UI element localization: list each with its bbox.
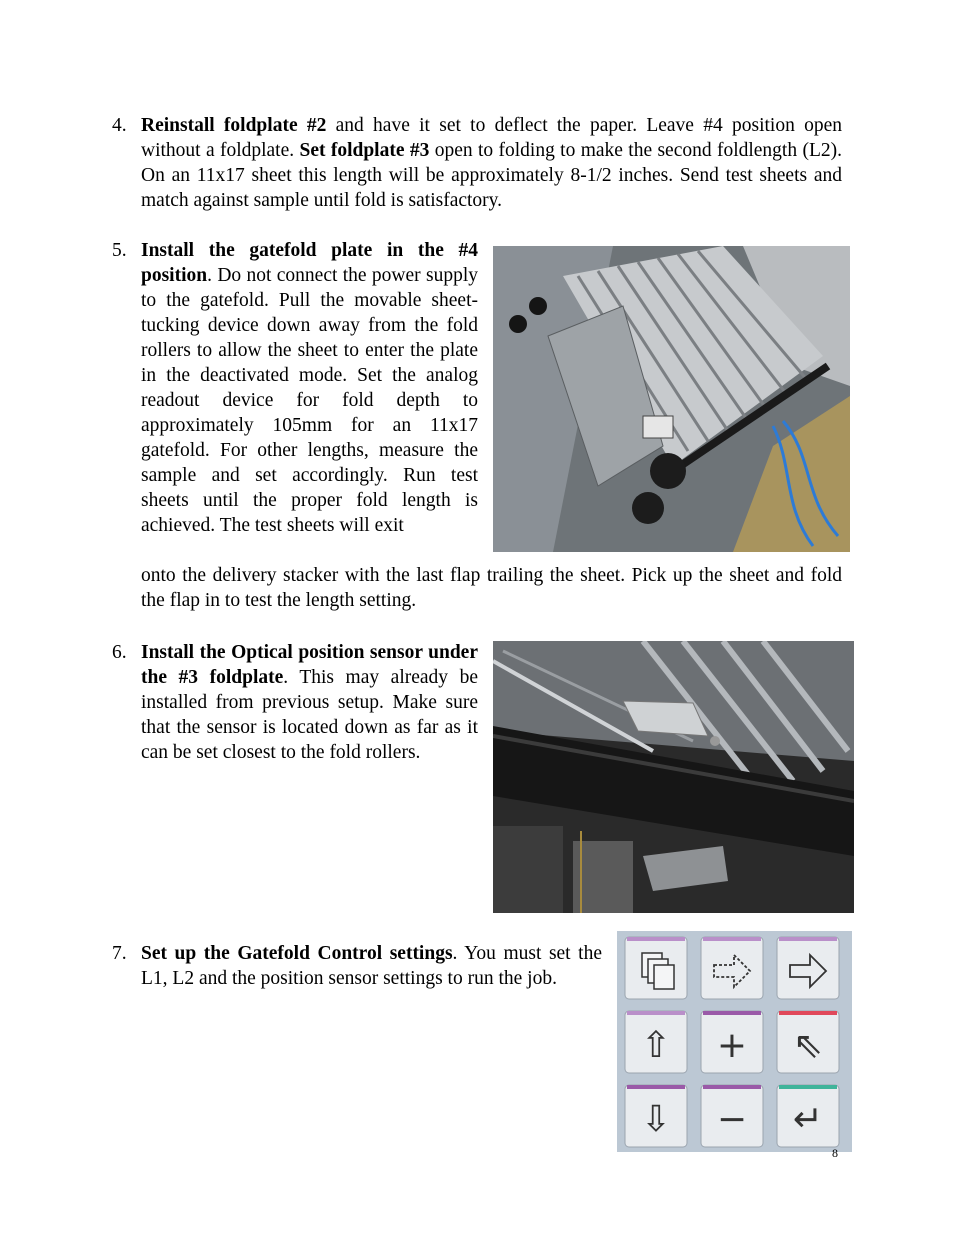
forward-arrow-icon [777,937,839,999]
step-text-part: open to folding to make the second foldlength (L2). On an 11x17 sheet this length will be approximately 8-1/2 inches. Send test sheets and match against sample until fold is satisfactory. [141,140,842,211]
down-arrow-icon [625,1085,687,1147]
step-text [141,238,478,563]
step-7 [112,941,602,1021]
step-heading: Set up the Gatefold Control settings [141,943,453,964]
step-number: 4. [112,115,127,136]
step-heading: Install the Optical position sensor under the #3 foldplate [141,642,478,688]
move-icon [701,937,763,999]
step-heading: Reinstall foldplate #2 [141,115,327,136]
step-text [141,941,602,991]
gatefold-plate-photo [493,246,850,552]
plus-icon [701,1011,763,1073]
step-text-continued: onto the delivery stacker with the last flap trailing the sheet. Pick up the sheet and fold the flap in to test the length setting. [141,565,842,611]
step-text-part: and have it set to deflect the paper. Leave #4 position open without a foldplate. [141,115,842,161]
step-number: 6. [112,642,127,663]
step-number: 5. [112,240,127,261]
copy-icon [625,937,687,999]
step-4 [112,113,842,215]
step-text-part: . This may already be installed from previous setup. Make sure that the sensor is located down as far as it can be set closest to the fold rollers. [141,667,478,763]
svg-text:↵: ↵ [792,1099,824,1140]
enter-icon [777,1085,839,1147]
svg-text:−: − [716,1099,748,1140]
minus-icon [701,1085,763,1147]
svg-text:⇩: ⇩ [640,1099,672,1140]
svg-text:⇧: ⇧ [640,1025,672,1066]
up-arrow-icon [625,1011,687,1073]
step-text [141,113,842,213]
step-text [141,640,478,765]
step-text-part: . You must set the L1, L2 and the position sensor settings to run the job. [141,943,602,989]
step-heading: Install the gatefold plate in the #4 position [141,240,478,286]
cursor-arrow-icon [777,1011,839,1073]
optical-sensor-photo [493,641,854,913]
page-number: 8 [832,1146,838,1160]
step-text-part: . Do not connect the power supply to the gatefold. Pull the movable sheet-tucking device down away from the fold rollers to allow the sheet to enter the plate in the deactivated mode. Set the analog readout device for fold depth to approximately 105mm for an 11x17 gatefold. For other lengths, measure the sample and set accordingly. Run test sheets until the proper fold length is achieved. The test sheets will exit [141,265,478,536]
step-6 [112,640,478,800]
gatefold-control-keypad-photo [617,931,852,1152]
svg-text:+: + [716,1025,748,1066]
step-number: 7. [112,943,127,964]
svg-text:⇖: ⇖ [792,1025,824,1066]
step-heading-secondary: Set foldplate #3 [299,140,430,161]
